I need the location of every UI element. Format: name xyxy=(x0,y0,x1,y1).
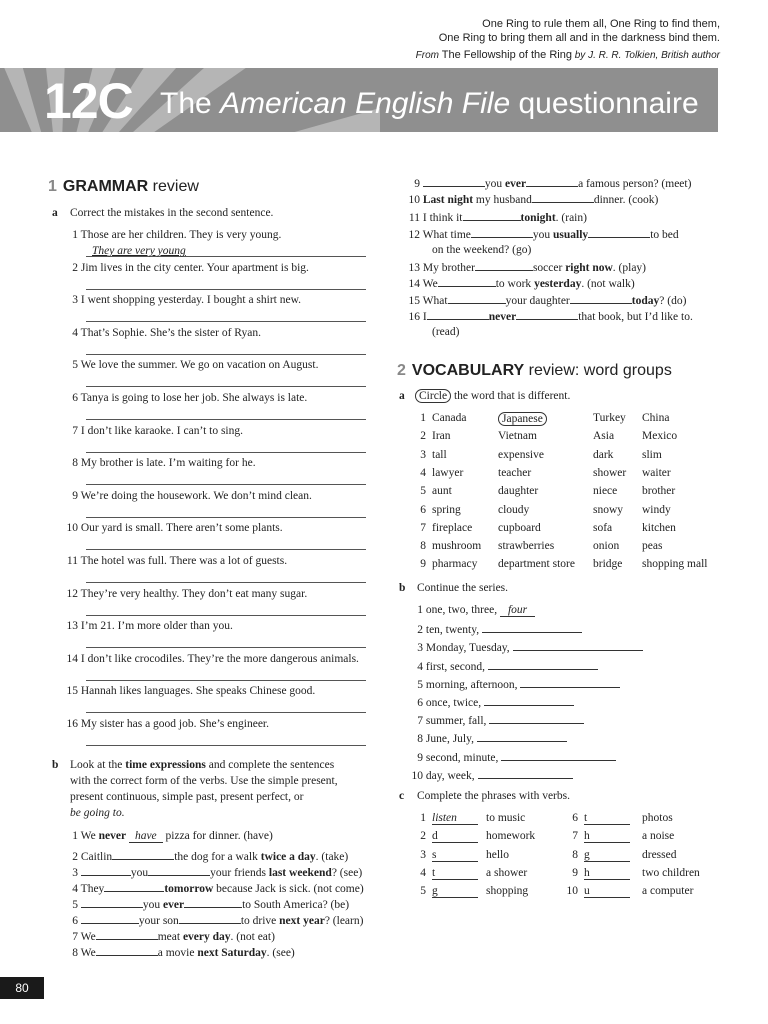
vocab-b-item: 5 morning, afternoon, xyxy=(405,677,620,691)
vocab-a-word[interactable]: daughter xyxy=(498,485,539,497)
vocab-a-word[interactable]: teacher xyxy=(498,467,532,479)
grammar-a-item: 2 Jim lives in the city center. Your apartment is big. xyxy=(72,262,309,274)
vocab-a-word[interactable]: kitchen xyxy=(642,522,676,534)
vocab-a-word[interactable]: aunt xyxy=(432,485,452,497)
answer-line[interactable] xyxy=(489,713,584,724)
vocab-a-word[interactable]: windy xyxy=(642,504,671,516)
b-sentence-16: 16 I never that book, but I’d like to. xyxy=(408,311,693,323)
grammar-b-instruction-1: Look at the time expressions and complete the sentences xyxy=(70,759,335,771)
vocab-a-word[interactable]: bridge xyxy=(593,558,623,570)
vocab-c-phrase: hello xyxy=(486,849,509,861)
grammar-a-item: 6 Tanya is going to lose her job. She always is late. xyxy=(72,392,308,404)
vocab-c-item: 10 u xyxy=(560,885,630,898)
answer-line[interactable] xyxy=(501,750,616,761)
answer-line[interactable] xyxy=(482,622,582,633)
grammar-a-item: 9 We’re doing the housework. We don’t mind clean. xyxy=(72,490,312,502)
grammar-a-instruction: Correct the mistakes in the second sentence. xyxy=(70,207,274,219)
vocab-a-word[interactable]: dark xyxy=(593,449,614,461)
b-sentence-8: 8 We a movie next Saturday. (see) xyxy=(72,947,295,959)
answer-line[interactable] xyxy=(86,549,366,550)
b-sentence-16-cont: (read) xyxy=(432,326,460,338)
vocab-c-phrase: a shower xyxy=(486,867,528,879)
b-sentence-12-cont: on the weekend? (go) xyxy=(432,244,532,256)
grammar-heading: 1 GRAMMAR review xyxy=(48,178,199,195)
vocab-b-item: 1 one, two, three, four xyxy=(405,604,535,616)
answer-line[interactable] xyxy=(86,647,366,648)
vocab-a-word[interactable]: onion xyxy=(593,540,620,552)
vocab-a-word[interactable]: peas xyxy=(642,540,663,552)
vocab-a-number: 6 xyxy=(420,504,426,516)
answer-line[interactable] xyxy=(86,484,366,485)
vocab-c-item: 9 h xyxy=(560,867,630,880)
example-answer: They are very young xyxy=(92,245,186,257)
b-sentence-3: 3 you your friends last weekend? (see) xyxy=(72,867,363,879)
vocab-c-phrase: photos xyxy=(642,812,673,824)
vocab-b-item: 8 June, July, xyxy=(405,731,567,745)
vocab-a-word[interactable]: Vietnam xyxy=(498,430,537,442)
vocab-b-item: 7 summer, fall, xyxy=(405,713,584,727)
vocabulary-heading: 2 VOCABULARY review: word groups xyxy=(397,362,672,379)
b-sentence-12: 12 What time you usually to bed xyxy=(408,229,679,241)
example-answer: four xyxy=(500,604,535,617)
answer-line[interactable] xyxy=(86,354,366,355)
vocab-c-item: 1 listen xyxy=(412,812,478,825)
vocab-c-phrase: dressed xyxy=(642,849,677,861)
vocab-a-label: a xyxy=(399,390,405,402)
vocab-b-item: 10 day, week, xyxy=(405,768,573,782)
answer-line[interactable] xyxy=(86,321,366,322)
vocab-a-number: 1 xyxy=(420,412,426,424)
vocab-c-item: 2 d xyxy=(412,830,478,843)
answer-line[interactable] xyxy=(86,452,366,453)
vocab-b-instruction: Continue the series. xyxy=(417,582,509,594)
vocab-a-word[interactable]: Asia xyxy=(593,430,615,442)
vocab-a-word[interactable]: waiter xyxy=(642,467,671,479)
vocab-b-item: 6 once, twice, xyxy=(405,695,574,709)
vocab-a-word[interactable]: slim xyxy=(642,449,662,461)
answer-line[interactable] xyxy=(86,680,366,681)
vocab-a-word[interactable]: snowy xyxy=(593,504,624,516)
grammar-a-item: 10 Our yard is small. There aren’t some plants. xyxy=(66,522,283,534)
vocab-c-item: 5 g xyxy=(412,885,478,898)
answer-line[interactable] xyxy=(86,289,366,290)
epigraph-line-1: One Ring to rule them all, One Ring to find them, xyxy=(482,18,720,30)
b-sentence-2: 2 Caitlin the dog for a walk twice a day. (take) xyxy=(72,851,349,863)
b-sentence-13: 13 My brother soccer right now. (play) xyxy=(408,262,647,274)
vocab-a-word[interactable]: mushroom xyxy=(432,540,482,552)
grammar-a-item: 8 My brother is late. I’m waiting for he. xyxy=(72,457,256,469)
grammar-a-label: a xyxy=(52,207,58,219)
vocab-c-instruction: Complete the phrases with verbs. xyxy=(417,790,570,802)
vocab-a-number: 4 xyxy=(420,467,426,479)
answer-line[interactable] xyxy=(86,386,366,387)
vocab-c-phrase: two children xyxy=(642,867,700,879)
lesson-code: 12C xyxy=(44,73,133,129)
vocab-a-number: 3 xyxy=(420,449,426,461)
vocab-c-phrase: homework xyxy=(486,830,536,842)
b-sentence-1: 1 We never have pizza for dinner. (have) xyxy=(72,830,273,842)
grammar-a-item: 14 I don’t like crocodiles. They’re the more dangerous animals. xyxy=(66,653,359,665)
answer-line[interactable] xyxy=(477,731,567,742)
answer-line[interactable] xyxy=(488,659,598,670)
answer-line[interactable] xyxy=(86,517,366,518)
answer-line[interactable] xyxy=(520,677,620,688)
grammar-a-item: 1 Those are her children. They is very young. xyxy=(72,229,282,241)
vocab-c-phrase: to music xyxy=(486,812,526,824)
vocab-a-word[interactable]: strawberries xyxy=(498,540,555,552)
grammar-a-item: 11 The hotel was full. There was a lot of guests. xyxy=(66,555,288,567)
vocab-a-word[interactable]: Turkey xyxy=(593,412,626,424)
answer-line[interactable] xyxy=(86,582,366,583)
vocab-c-label: c xyxy=(399,790,405,802)
page-title: The American English File questionnaire xyxy=(160,87,699,120)
vocab-c-item: 8 g xyxy=(560,849,630,862)
vocab-a-word[interactable]: cupboard xyxy=(498,522,541,534)
b-sentence-15: 15 What your daughter today? (do) xyxy=(408,295,687,307)
b-sentence-14: 14 We to work yesterday. (not walk) xyxy=(408,278,635,290)
grammar-a-item: 15 Hannah likes languages. She speaks Chinese good. xyxy=(66,685,316,697)
answer-line[interactable] xyxy=(513,640,643,651)
vocab-a-number: 5 xyxy=(420,485,426,497)
grammar-b-instruction-2: with the correct form of the verbs. Use the simple present, xyxy=(70,775,338,787)
grammar-b-instruction-4: be going to. xyxy=(70,807,125,819)
grammar-b-instruction-3: present continuous, simple past, present perfect, or xyxy=(70,791,304,803)
vocab-a-word[interactable]: brother xyxy=(642,485,676,497)
vocab-a-word[interactable]: pharmacy xyxy=(432,558,478,570)
grammar-a-item: 16 My sister has a good job. She’s engineer. xyxy=(66,718,270,730)
vocab-a-word[interactable]: tall xyxy=(432,449,447,461)
vocab-b-label: b xyxy=(399,582,406,594)
vocab-a-number: 2 xyxy=(420,430,426,442)
grammar-a-item: 12 They’re very healthy. They don’t eat many sugar. xyxy=(66,588,308,600)
vocab-c-item: 6 t xyxy=(560,812,630,825)
vocab-a-word[interactable]: expensive xyxy=(498,449,544,461)
vocab-a-word[interactable]: fireplace xyxy=(432,522,473,534)
grammar-a-item: 13 I’m 21. I’m more older than you. xyxy=(66,620,233,632)
epigraph-line-2: One Ring to bring them all and in the darkness bind them. xyxy=(438,32,720,44)
vocab-a-word[interactable]: Iran xyxy=(432,430,451,442)
vocab-c-phrase: shopping xyxy=(486,885,529,897)
vocab-b-item: 9 second, minute, xyxy=(405,750,616,764)
vocab-c-phrase: a computer xyxy=(642,885,694,897)
grammar-b-label: b xyxy=(52,759,59,771)
page-number: 80 xyxy=(0,977,44,999)
grammar-a-item: 4 That’s Sophie. She’s the sister of Ryan. xyxy=(72,327,261,339)
vocab-c-item: 3 s xyxy=(412,849,478,862)
vocab-a-word[interactable]: shower xyxy=(593,467,627,479)
grammar-a-item: 5 We love the summer. We go on vacation on August. xyxy=(72,359,319,371)
vocab-c-phrase: a noise xyxy=(642,830,675,842)
b-sentence-11: 11 I think it tonight. (rain) xyxy=(408,212,587,224)
grammar-a-item: 7 I don’t like karaoke. I can’t to sing. xyxy=(72,425,244,437)
vocab-c-item: 7 h xyxy=(560,830,630,843)
answer-line[interactable] xyxy=(484,695,574,706)
vocab-b-item: 2 ten, twenty, xyxy=(405,622,582,636)
b-sentence-6: 6 your son to drive next year? (learn) xyxy=(72,915,364,927)
vocab-a-number: 9 xyxy=(420,558,426,570)
answer-line[interactable] xyxy=(86,712,366,713)
b-sentence-7: 7 We meat every day. (not eat) xyxy=(72,931,275,943)
vocab-a-word[interactable]: spring xyxy=(432,504,461,516)
vocab-a-word[interactable]: China xyxy=(642,412,670,424)
vocab-a-number: 7 xyxy=(420,522,426,534)
answer-line[interactable] xyxy=(478,768,573,779)
answer-line[interactable] xyxy=(86,615,366,616)
vocab-a-word[interactable]: niece xyxy=(593,485,618,497)
epigraph-source: From The Fellowship of the Ring by J. R. R. Tolkien, British author xyxy=(415,49,720,61)
b-sentence-4: 4 They tomorrow because Jack is sick. (not come) xyxy=(72,883,364,895)
answer-line[interactable] xyxy=(86,419,366,420)
vocab-a-word[interactable]: Japanese xyxy=(498,412,547,426)
vocab-a-word[interactable]: shopping mall xyxy=(642,558,708,570)
vocab-b-item: 3 Monday, Tuesday, xyxy=(405,640,643,654)
b-sentence-10: 10 Last night my husband dinner. (cook) xyxy=(408,194,659,206)
grammar-a-item: 3 I went shopping yesterday. I bought a shirt new. xyxy=(72,294,302,306)
vocab-a-word[interactable]: Canada xyxy=(432,412,467,424)
vocab-b-item: 4 first, second, xyxy=(405,659,598,673)
vocab-a-word[interactable]: cloudy xyxy=(498,504,530,516)
b-sentence-5: 5 you ever to South America? (be) xyxy=(72,899,350,911)
vocab-a-word[interactable]: department store xyxy=(498,558,575,570)
b-sentence-9: 9 you ever a famous person? (meet) xyxy=(414,178,692,190)
answer-line[interactable] xyxy=(86,745,366,746)
vocab-a-word[interactable]: sofa xyxy=(593,522,613,534)
vocab-a-number: 8 xyxy=(420,540,426,552)
vocab-a-instruction: Circle the word that is different. xyxy=(415,390,570,402)
vocab-a-word[interactable]: lawyer xyxy=(432,467,464,479)
vocab-c-item: 4 t xyxy=(412,867,478,880)
vocab-a-word[interactable]: Mexico xyxy=(642,430,678,442)
